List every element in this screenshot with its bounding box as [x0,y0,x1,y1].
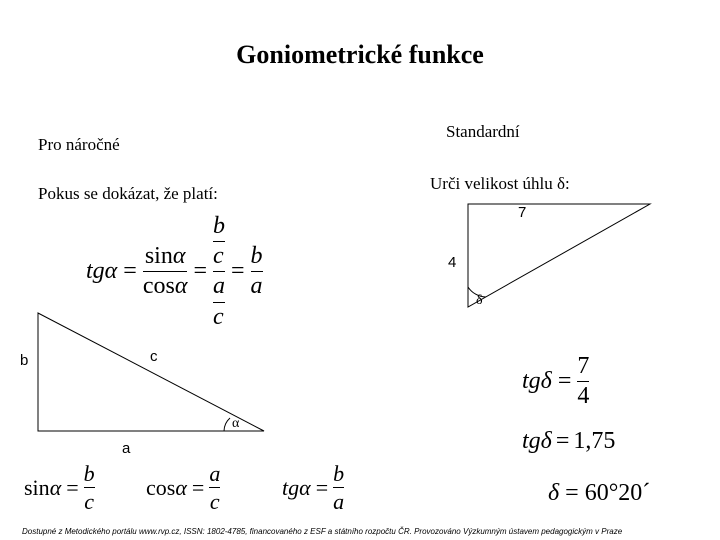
equals-sign: = [230,258,245,285]
footer-note: Dostupné z Metodického portálu www.rvp.cz, ISSN: 1802-4785, financovaného z ESF a státního rozpočtu ČR. Provozováno Výzkumným ústavem pedagogickým v Praze [22,527,623,536]
right-triangle [468,204,650,307]
tg-label: tg [282,474,300,500]
delta-symbol: δ [548,480,560,506]
cos-text: cos [146,474,176,500]
side-a-label: a [122,440,131,457]
equals-sign: = [555,428,570,454]
equals-sign: = [315,474,329,500]
decimal-value: 1,75 [573,428,616,454]
answer-decimal [522,428,615,455]
a-var: a [333,489,345,515]
right-heading: Standardní [446,122,520,141]
tg-label: tg [522,368,541,395]
equals-sign: = [565,480,579,506]
a-var: a [209,461,221,486]
equals-sign: = [191,474,205,500]
equals-sign: = [557,368,572,395]
alpha-symbol: α [104,258,118,285]
tg-label: tg [86,258,105,285]
denominator-4: 4 [577,383,590,410]
left-triangle [38,313,264,431]
side-7-label: 7 [518,204,527,221]
a-var: a [212,273,225,300]
left-prompt: Pokus se dokázat, že platí: [38,184,218,203]
delta-symbol: δ [540,368,552,395]
b-var: b [83,461,95,486]
angle-result: 60°20´ [584,480,651,506]
b-var: b [333,461,345,486]
alpha-arc [224,418,230,431]
side-c-label: c [150,348,158,365]
sin-text: sin [24,474,50,500]
c-var: c [209,489,220,515]
side-4-label: 4 [448,254,457,271]
alpha-symbol: α [174,273,188,300]
alpha-symbol: α [172,243,186,270]
b-var: b [250,243,263,270]
c-var: c [212,243,224,270]
left-heading: Pro náročné [38,135,120,154]
cos-text: cos [142,273,175,300]
sin-text: sin [144,243,173,270]
page-title: Goniometrické funkce [236,40,484,69]
b-var: b [212,213,225,239]
cos-formula [146,462,220,513]
c-var: c [84,489,95,515]
alpha-symbol: α [175,474,187,500]
sin-formula [24,462,95,513]
numerator-7: 7 [577,353,590,379]
equals-sign: = [193,258,207,285]
alpha-symbol: α [299,474,311,500]
right-prompt: Urči velikost úhlu δ: [430,174,570,193]
angle-alpha-label: α [232,416,240,431]
tg-formula [282,462,344,513]
angle-delta-label: δ [476,293,483,308]
equals-sign: = [66,474,79,500]
equals-sign: = [123,258,137,285]
delta-symbol: δ [540,428,552,454]
side-b-label: b [20,352,29,369]
answer-fraction [522,354,589,409]
answer-angle [548,480,650,507]
tg-label: tg [522,428,541,454]
alpha-symbol: α [49,474,62,500]
c-var: c [212,303,224,330]
a-var: a [250,273,263,300]
